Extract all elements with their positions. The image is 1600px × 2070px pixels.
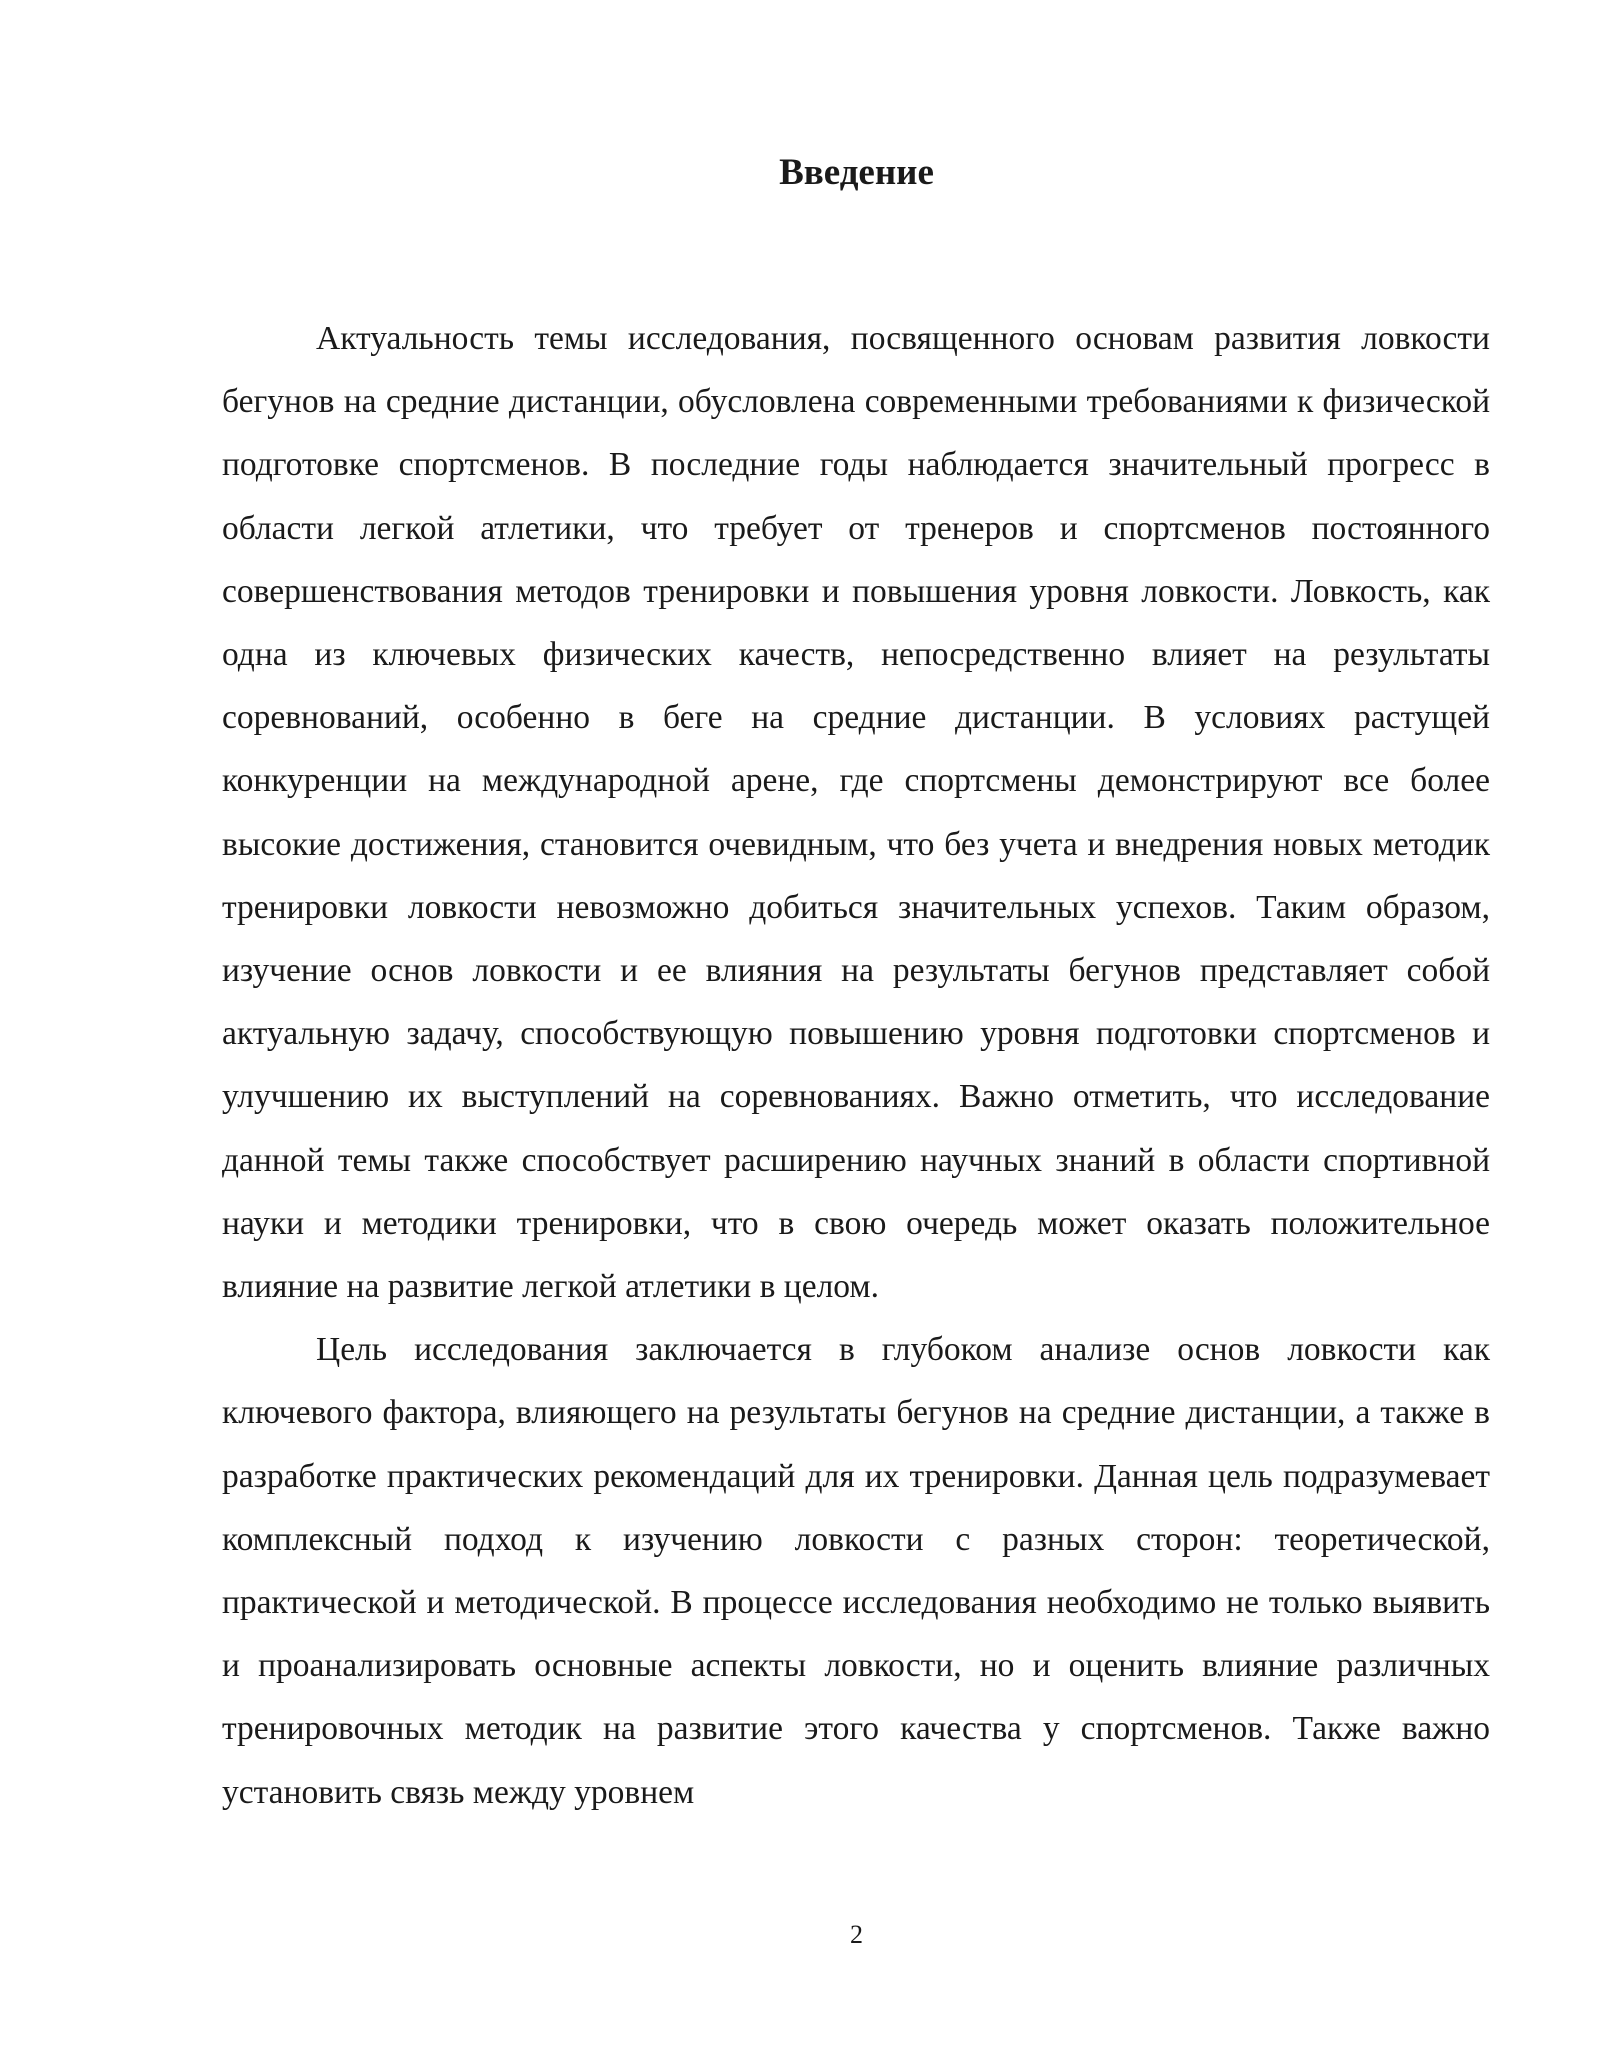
page-number: 2 (850, 1920, 863, 1949)
paragraph-relevance: Актуальность темы исследования, посвященного основам развития ловкости бегунов на средние дистанции, обусловлена современными требованиями к физической подготовке спортсменов. В последние годы наблюдается значительный прогресс в области легкой атлетики, что требует от тренеров и спортсменов постоянного совершенствования методов тренировки и повышения уровня ловкости. Ловкость, как одна из ключевых физических качеств, непосредственно влияет на результаты соревнований, особенно в беге на средние дистанции. В условиях растущей конкуренции на международной арене, где спортсмены демонстрируют все более высокие достижения, становится очевидным, что без учета и внедрения новых методик тренировки ловкости невозможно добиться значительных успехов. Таким образом, изучение основ ловкости и ее влияния на результаты бегунов представляет собой актуальную задачу, способствующую повышению уровня подготовки спортсменов и улучшению их выступлений на соревнованиях. Важно отметить, что исследование данной темы также способствует расширению научных знаний в области спортивной науки и методики тренировки, что в свою очередь может оказать положительное влияние на развитие легкой атлетики в целом. (222, 320, 1490, 1306)
page-title: Введение (779, 152, 934, 193)
document-body (222, 307, 1490, 1824)
paragraph-goal: Цель исследования заключается в глубоком анализе основ ловкости как ключевого фактора, влияющего на результаты бегунов на средние дистанции, а также в разработке практических рекомендаций для их тренировки. Данная цель подразумевает комплексный подход к изучению ловкости с разных сторон: теоретической, практической и методической. В процессе исследования необходимо не только выявить и проанализировать основные аспекты ловкости, но и оценить влияние различных тренировочных методик на развитие этого качества у спортсменов. Также важно установить связь между уровнем (222, 1331, 1490, 1811)
